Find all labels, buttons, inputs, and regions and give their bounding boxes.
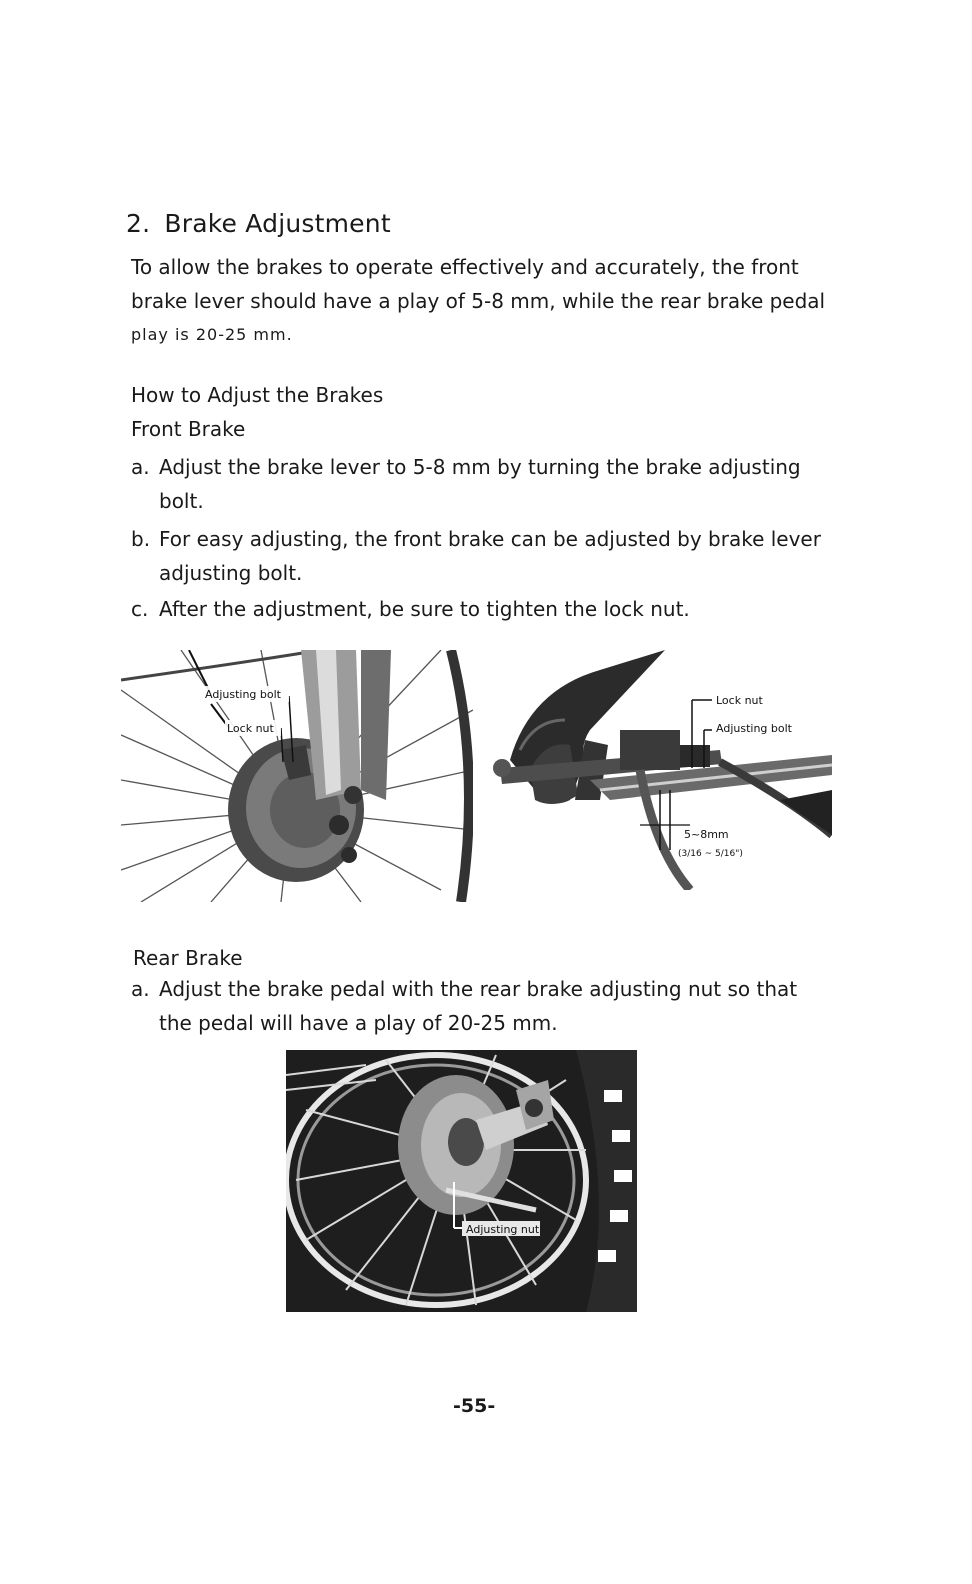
front-hub-illustration <box>121 650 473 902</box>
item-text: For easy adjusting, the front brake can be adjusted by brake lever adjusting bolt. <box>159 527 821 585</box>
label-lock-nut: Lock nut <box>227 722 274 735</box>
intro-paragraph <box>131 250 851 352</box>
front-hub-photo <box>121 650 473 902</box>
front-brake-title: Front Brake <box>131 417 246 441</box>
item-text: Adjust the brake pedal with the rear brake adjusting nut so that the pedal will have a play of 20-25 mm. <box>159 977 798 1035</box>
label-lock-nut: Lock nut <box>716 694 763 707</box>
front-item-c <box>131 592 841 626</box>
page-number: -55- <box>453 1395 496 1417</box>
item-marker: a. <box>131 455 150 479</box>
label-play-mm: 5~8mm <box>684 828 729 841</box>
item-text: After the adjustment, be sure to tighten the lock nut. <box>159 597 690 621</box>
label-adjusting-nut: Adjusting nut <box>466 1223 540 1236</box>
item-marker: c. <box>131 597 149 621</box>
section-title: Brake Adjustment <box>164 209 391 238</box>
how-to-title: How to Adjust the Brakes <box>131 383 384 407</box>
lever-illustration <box>490 650 832 890</box>
rear-item-a <box>131 972 831 1040</box>
rear-hub-photo <box>286 1050 637 1312</box>
intro-line-1: To allow the brakes to operate effectively and accurately, the front <box>131 255 799 279</box>
front-item-b <box>131 522 841 590</box>
item-marker: a. <box>131 977 150 1001</box>
rear-hub-illustration <box>286 1050 637 1312</box>
section-number: 2. <box>126 209 151 238</box>
label-adjusting-bolt: Adjusting bolt <box>205 688 281 701</box>
intro-line-2: brake lever should have a play of 5-8 mm, while the rear brake pedal <box>131 289 826 313</box>
front-item-a <box>131 450 841 518</box>
rear-brake-title: Rear Brake <box>133 946 243 970</box>
lever-photo <box>490 650 832 890</box>
intro-line-3: play is 20-25 mm. <box>131 325 293 344</box>
label-play-inch: (3/16 ~ 5/16") <box>678 849 743 859</box>
label-adjusting-bolt: Adjusting bolt <box>716 722 792 735</box>
item-marker: b. <box>131 527 151 551</box>
section-heading <box>126 209 391 238</box>
item-text: Adjust the brake lever to 5-8 mm by turning the brake adjusting bolt. <box>159 455 801 513</box>
